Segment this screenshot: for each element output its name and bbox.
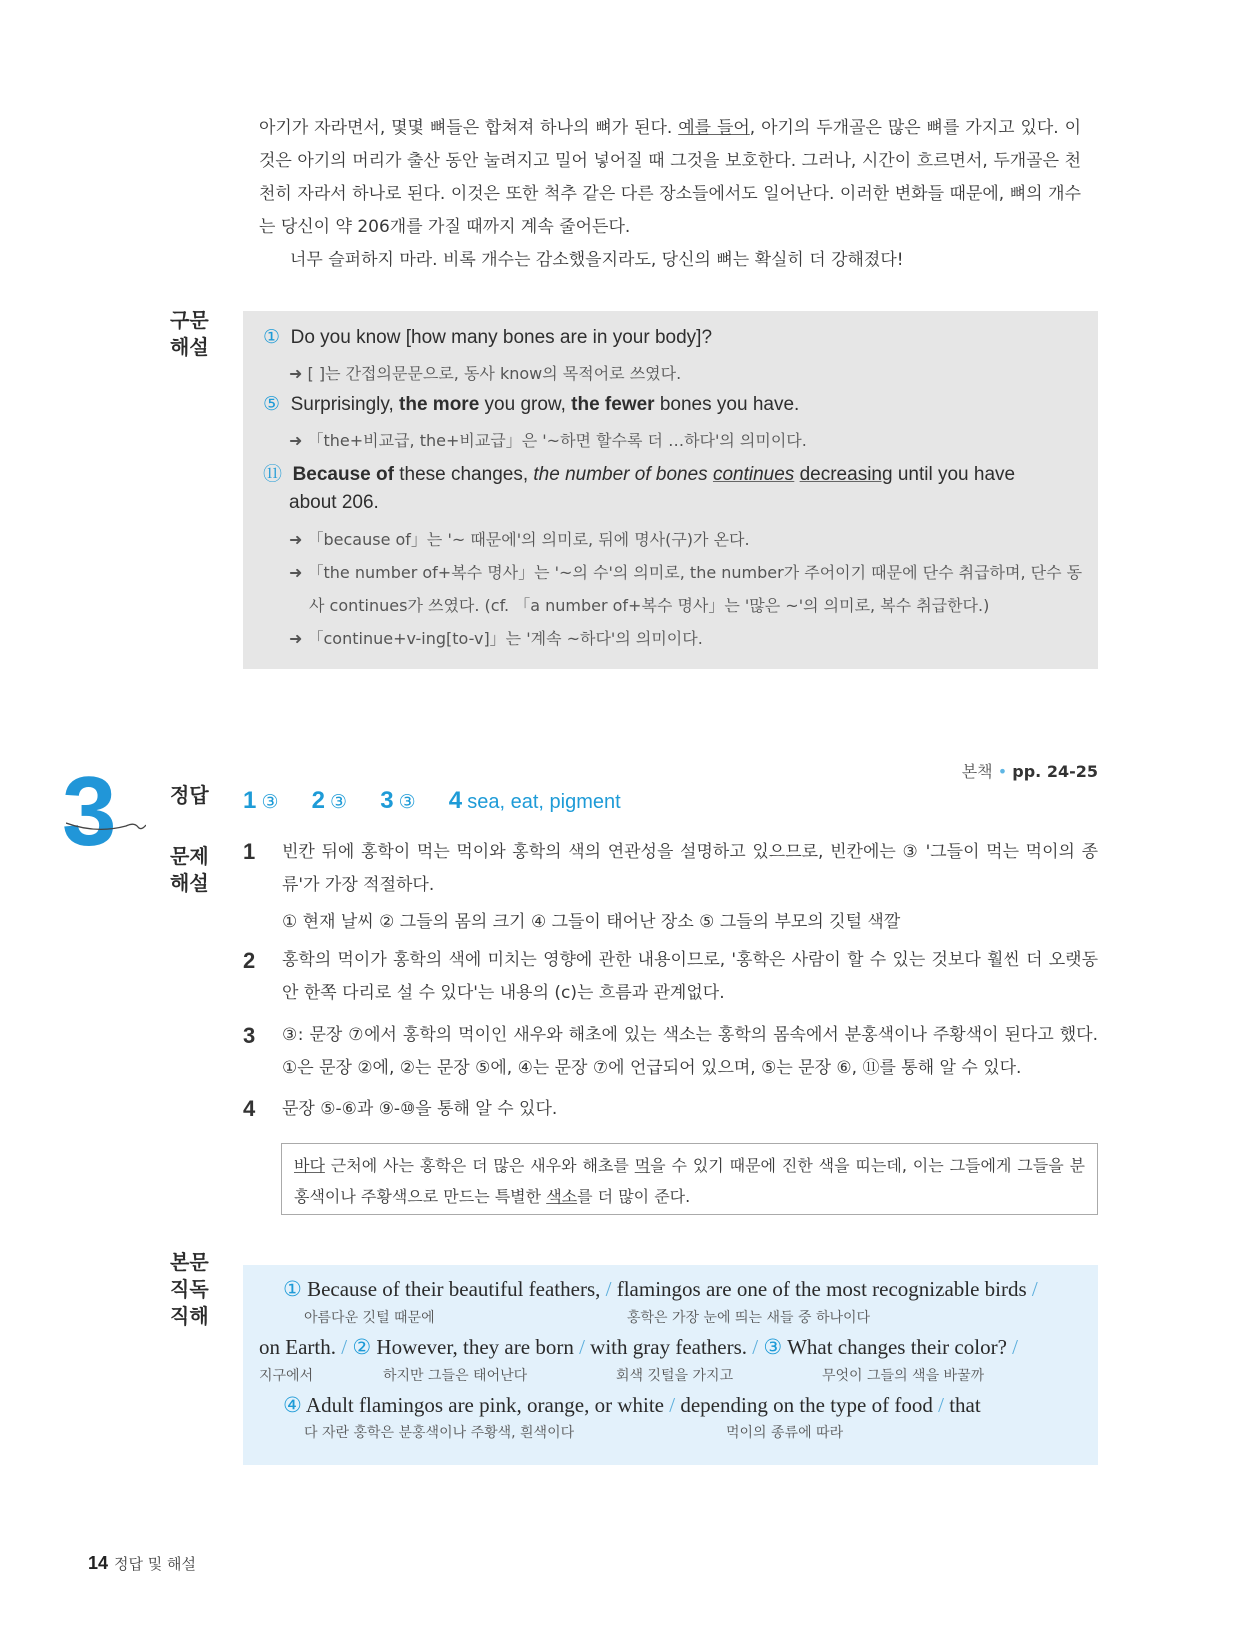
reading-box xyxy=(243,1265,1098,1465)
circled-number: ③ xyxy=(763,1335,783,1359)
chunk-slash: / xyxy=(605,1277,612,1301)
grammar-label xyxy=(170,307,209,361)
sentence-bold: Because of xyxy=(292,464,394,485)
page-reference xyxy=(962,759,1098,782)
reading-label-line: 직해 xyxy=(170,1304,209,1328)
sentence-part: these changes, xyxy=(393,464,534,485)
circled-number: ⑪ xyxy=(263,463,283,485)
page-ref-dot: • xyxy=(997,762,1008,781)
grammar-item-1 xyxy=(263,326,712,349)
chunk: Because of their beautiful feathers, xyxy=(307,1277,601,1301)
intro-paragraph xyxy=(259,112,1081,244)
section-number: 3 xyxy=(62,756,117,866)
page-number: 14 xyxy=(88,1553,109,1573)
intro-text: , 아기의 두개골은 많은 뼈를 가지고 있다. 이것은 아기의 머리가 출산 동안 눌려지고 밀어 넣어질 때 그것을 보호한다. 그러나, 시간이 흐르면서, 두개골은 천천히 자라서 하나로 된다. 이것은 또한 척추 같은 다른 장소들에서도 일어난다. 이러한 변화들 때문에, 뼈의 개수는 당신이 약 206개를 가질 때까지 계속 줄어든다. xyxy=(259,118,1082,237)
sentence-underlined: decreasing xyxy=(799,464,893,485)
answer-choice: ③ xyxy=(398,791,416,813)
section-number-swoosh xyxy=(66,818,146,836)
sentence-bold: the more xyxy=(399,394,480,415)
reading-label-line: 직독 xyxy=(170,1277,209,1301)
reading-line-1 xyxy=(283,1277,1038,1302)
problem-number: 3 xyxy=(243,1023,256,1048)
chunk-translation: 아름다운 깃털 때문에 xyxy=(304,1310,435,1326)
chunk: flamingos are one of the most recognizable birds xyxy=(616,1277,1027,1301)
problem-label-line: 해설 xyxy=(170,871,209,895)
footer-title: 정답 및 해설 xyxy=(114,1555,197,1573)
summary-blank: 바다 xyxy=(294,1156,325,1175)
sentence-part: you grow, xyxy=(479,394,572,415)
chunk: with gray feathers. xyxy=(590,1335,748,1359)
problem-label xyxy=(170,843,209,897)
grammar-note: ➜ 「the number of+복수 명사」는 '~의 수'의 의미로, the number가 주어이기 때문에 단수 취급하며, 단수 동 xyxy=(289,563,1083,582)
grammar-label-line: 해설 xyxy=(170,335,209,359)
sentence-underlined: continues xyxy=(712,464,795,485)
problem-number: 4 xyxy=(243,1096,256,1121)
circled-number: ② xyxy=(352,1335,372,1359)
summary-text: 을 수 있기 때문에 진한 색을 띠는데, 이는 그들에게 그들을 분홍색이나 주황색으로 만드는 특별한 xyxy=(294,1156,1085,1206)
grammar-box xyxy=(243,311,1098,669)
summary-blank: 먹 xyxy=(634,1156,651,1175)
problem-explanation: 홍학의 먹이가 홍학의 색에 미치는 영향에 관한 내용이므로, '홍학은 사람이 할 수 있는 것보다 훨씬 더 오랫동안 한쪽 다리로 설 수 있다'는 내용의 (c)는 흐름과 관계없다. xyxy=(282,950,1098,1003)
sentence-part: bones you have. xyxy=(654,394,800,415)
intro-paragraph-2: 너무 슬퍼하지 마라. 비록 개수는 감소했을지라도, 당신의 뼈는 확실히 더 강해졌다! xyxy=(290,250,904,270)
chunk-slash: / xyxy=(669,1393,676,1417)
chunk-slash: / xyxy=(938,1393,944,1417)
answer-label: 정답 xyxy=(170,783,209,807)
sentence-part: until you have xyxy=(892,464,1016,485)
circled-number: ④ xyxy=(283,1393,302,1417)
sentence: Do you know [how many bones are in your body]? xyxy=(290,327,713,348)
answer-number: 2 xyxy=(311,787,325,814)
page-ref-prefix: 본책 xyxy=(961,762,993,781)
reading-line-3 xyxy=(283,1393,981,1418)
problem-explanation: 빈칸 뒤에 홍학이 먹는 먹이와 홍학의 색의 연관성을 설명하고 있으므로, 빈칸에는 ③ '그들이 먹는 먹이의 종류'가 가장 적절하다. xyxy=(282,842,1098,895)
chunk-translation: 회색 깃털을 가지고 xyxy=(616,1368,734,1384)
chunk-translation: 다 자란 홍학은 분홍색이나 주황색, 흰색이다 xyxy=(304,1425,575,1441)
answer-choice: ③ xyxy=(261,791,279,813)
grammar-note: ➜ 「the+비교급, the+비교급」은 '~하면 할수록 더 …하다'의 의미이다. xyxy=(289,431,807,450)
intro-underlined: 예를 들어 xyxy=(678,118,750,138)
chunk: that xyxy=(949,1393,981,1417)
grammar-item-5 xyxy=(263,393,799,416)
chunk-slash: / xyxy=(1012,1335,1018,1359)
summary-text: 를 더 많이 준다. xyxy=(577,1187,691,1206)
chunk-translation: 하지만 그들은 태어난다 xyxy=(383,1368,528,1384)
grammar-label-line: 구문 xyxy=(170,308,209,332)
sentence-part: Surprisingly, xyxy=(290,394,400,415)
sentence-italic: the number of bones xyxy=(533,464,708,485)
sentence-bold: the fewer xyxy=(571,394,655,415)
circled-number: ① xyxy=(283,1277,302,1301)
circled-number: ⑤ xyxy=(263,393,281,415)
intro-text: 아기가 자라면서, 몇몇 뼈들은 합쳐져 하나의 뼈가 된다. xyxy=(259,118,679,138)
chunk: What changes their color? xyxy=(787,1335,1007,1359)
answer-choice: sea, eat, pigment xyxy=(467,791,621,813)
reading-label-line: 본문 xyxy=(170,1250,209,1274)
chunk-slash: / xyxy=(579,1335,585,1359)
chunk-translation: 지구에서 xyxy=(259,1368,314,1384)
problem-explanation: 문장 ⑤-⑥과 ⑨-⑩을 통해 알 수 있다. xyxy=(282,1099,558,1119)
problem-label-line: 문제 xyxy=(170,844,209,868)
grammar-note: ➜ 「because of」는 '~ 때문에'의 의미로, 뒤에 명사(구)가 온다. xyxy=(289,530,750,549)
page-footer xyxy=(88,1553,196,1574)
chunk-slash: / xyxy=(341,1335,348,1359)
chunk-translation: 무엇이 그들의 색을 바꿀까 xyxy=(822,1368,985,1384)
chunk-translation: 홍학은 가장 눈에 띄는 새들 중 하나이다 xyxy=(627,1310,871,1326)
reading-line-2 xyxy=(259,1335,1018,1360)
problem-options: ① 현재 날씨 ② 그들의 몸의 크기 ④ 그들이 태어난 장소 ⑤ 그들의 부모의 깃털 색깔 xyxy=(282,912,901,932)
chunk: Adult flamingos are pink, orange, or white xyxy=(305,1393,664,1417)
answer-number: 1 xyxy=(243,787,257,814)
chunk-slash: / xyxy=(1031,1277,1038,1301)
chunk-translation: 먹이의 종류에 따라 xyxy=(726,1425,844,1441)
problem-explanation: ③: 문장 ⑦에서 홍학의 먹이인 새우와 해초에 있는 색소는 홍학의 몸속에서 분홍색이나 주황색이 된다고 했다. ①은 문장 ②에, ②는 문장 ⑤에, ④는 문장 ⑦에 언급되어 있으며, ⑤는 문장 ⑥, ⑪를 통해 알 수 있다. xyxy=(282,1025,1098,1078)
summary-text: 근처에 사는 홍학은 더 많은 새우와 해초를 xyxy=(324,1156,635,1175)
grammar-note: 사 continues가 쓰였다. (cf. 「a number of+복수 명사」는 '많은 ~'의 의미로, 복수 취급한다.) xyxy=(309,596,990,615)
grammar-note: ➜ [ ]는 간접의문문으로, 동사 know의 목적어로 쓰였다. xyxy=(289,364,682,383)
answer-list xyxy=(243,787,621,815)
summary-box xyxy=(281,1143,1098,1215)
problem-number: 2 xyxy=(243,948,256,973)
chunk: on Earth. xyxy=(259,1335,336,1359)
answer-number: 3 xyxy=(380,787,394,814)
circled-number: ① xyxy=(263,326,281,348)
sentence-continuation: about 206. xyxy=(289,492,379,513)
answer-choice: ③ xyxy=(330,791,348,813)
grammar-note: ➜ 「continue+v-ing[to-v]」는 '계속 ~하다'의 의미이다. xyxy=(289,629,703,648)
chunk: depending on the type of food xyxy=(680,1393,933,1417)
grammar-item-11 xyxy=(263,459,1015,486)
summary-blank: 색소 xyxy=(546,1187,578,1206)
problem-number: 1 xyxy=(243,839,256,864)
answer-number: 4 xyxy=(448,787,463,814)
page-ref-pages: pp. 24-25 xyxy=(1012,762,1098,781)
reading-label xyxy=(170,1249,209,1330)
chunk-slash: / xyxy=(752,1335,759,1359)
chunk: However, they are born xyxy=(376,1335,574,1359)
